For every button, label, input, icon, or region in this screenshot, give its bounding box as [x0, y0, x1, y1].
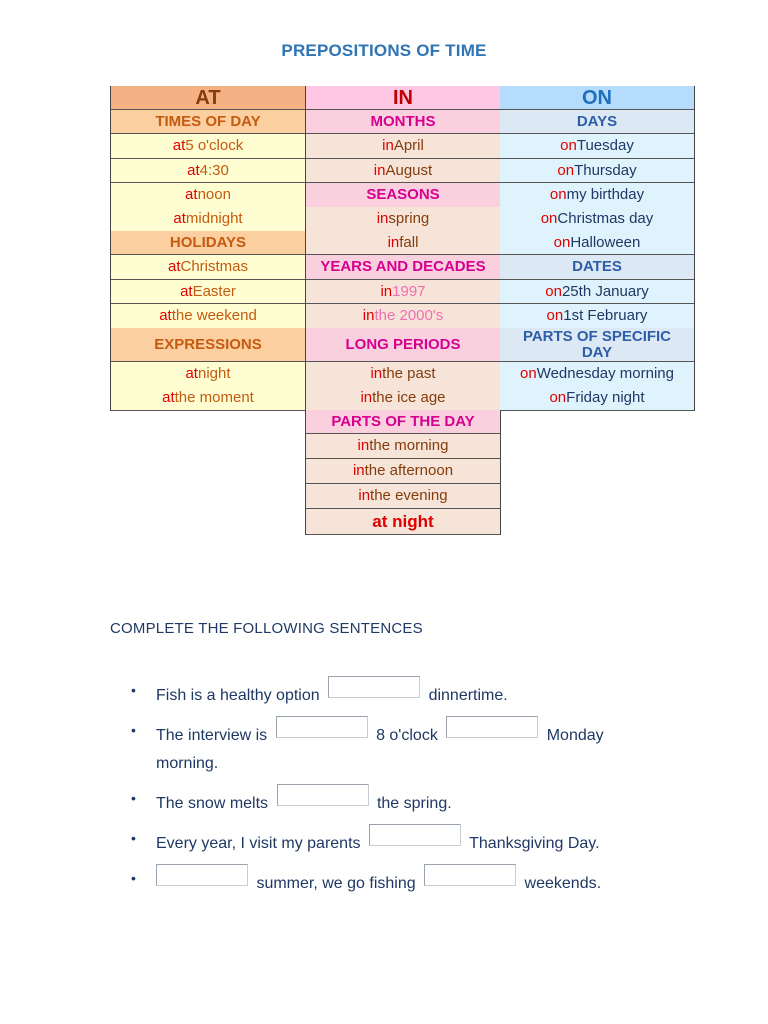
page-title: PREPOSITIONS OF TIME: [281, 41, 487, 60]
answer-blank[interactable]: [276, 716, 368, 738]
sentence-text: weekends.: [524, 875, 602, 892]
sentence-list: [110, 676, 670, 904]
exercise-title: COMPLETE THE FOLLOWING SENTENCES: [110, 620, 423, 637]
on-example: on 1st February: [500, 304, 694, 328]
sentence-text: summer, we go fishing: [256, 875, 416, 892]
in-example: in spring: [306, 207, 500, 231]
sentence-text: Every year, I visit my parents: [156, 835, 361, 852]
answer-blank[interactable]: [424, 864, 516, 886]
in-section-parts-of-the-day: PARTS OF THE DAY: [306, 410, 500, 434]
in-example-at-night: at night: [306, 509, 500, 535]
sentence-item: [110, 864, 670, 898]
on-section-days: DAYS: [500, 110, 694, 134]
sentence-text: 8 o'clock: [376, 727, 438, 744]
in-example: in the evening: [306, 484, 500, 509]
in-example: in the afternoon: [306, 459, 500, 484]
sentence-text: Fish is a healthy option: [156, 687, 320, 704]
at-section-expressions: EXPRESSIONS: [111, 328, 305, 362]
in-header: IN: [306, 86, 500, 110]
in-example: in August: [306, 159, 500, 183]
in-example: in the past: [306, 362, 500, 386]
at-section-holidays: HOLIDAYS: [111, 231, 305, 255]
sentence-text: The snow melts: [156, 795, 269, 812]
in-section-years-and-decades: YEARS AND DECADES: [306, 255, 500, 280]
in-example: in the morning: [306, 434, 500, 459]
at-column: [110, 86, 305, 411]
on-example: on Halloween: [500, 231, 694, 255]
answer-blank[interactable]: [156, 864, 248, 886]
in-example: in the 2000's: [306, 304, 500, 328]
on-header: ON: [500, 86, 694, 110]
sentence-text: Thanksgiving Day.: [469, 835, 600, 852]
answer-blank[interactable]: [369, 824, 461, 846]
at-example: at the moment: [111, 386, 305, 411]
in-column: [305, 86, 501, 535]
at-example: at 4:30: [111, 159, 305, 183]
on-example: on Tuesday: [500, 134, 694, 159]
sentence-item: [110, 784, 670, 818]
at-example: at noon: [111, 183, 305, 207]
at-example: at 5 o'clock: [111, 134, 305, 159]
in-section-seasons: SEASONS: [306, 183, 500, 207]
in-example: in April: [306, 134, 500, 159]
on-example: on Wednesday morning: [500, 362, 694, 386]
on-example: on 25th January: [500, 280, 694, 304]
sentence-text: the spring.: [376, 795, 452, 812]
answer-blank[interactable]: [277, 784, 369, 806]
at-example: at midnight: [111, 207, 305, 231]
sentence-item: [110, 824, 670, 858]
on-example: on my birthday: [500, 183, 694, 207]
answer-blank[interactable]: [328, 676, 420, 698]
sentence-text: dinnertime.: [428, 687, 508, 704]
at-header: AT: [111, 86, 305, 110]
sentence-item: [110, 676, 670, 710]
at-example: at the weekend: [111, 304, 305, 328]
on-example: on Thursday: [500, 159, 694, 183]
at-example: at Christmas: [111, 255, 305, 280]
in-section-long-periods: LONG PERIODS: [306, 328, 500, 362]
in-example: in 1997: [306, 280, 500, 304]
answer-blank[interactable]: [446, 716, 538, 738]
at-section-times-of-day: TIMES OF DAY: [111, 110, 305, 134]
sentence-item: [110, 716, 670, 778]
on-example: on Christmas day: [500, 207, 694, 231]
in-example: in the ice age: [306, 386, 500, 410]
sentence-text: The interview is: [156, 727, 268, 744]
on-section-parts-of-specific-day: PARTS OF SPECIFIC DAY: [500, 328, 694, 362]
sentence-text: Monday morning.: [156, 727, 604, 772]
in-section-months: MONTHS: [306, 110, 500, 134]
at-example: at night: [111, 362, 305, 386]
on-example: on Friday night: [500, 386, 694, 411]
on-section-dates: DATES: [500, 255, 694, 280]
in-example: in fall: [306, 231, 500, 255]
at-example: at Easter: [111, 280, 305, 304]
on-column: [500, 86, 695, 411]
